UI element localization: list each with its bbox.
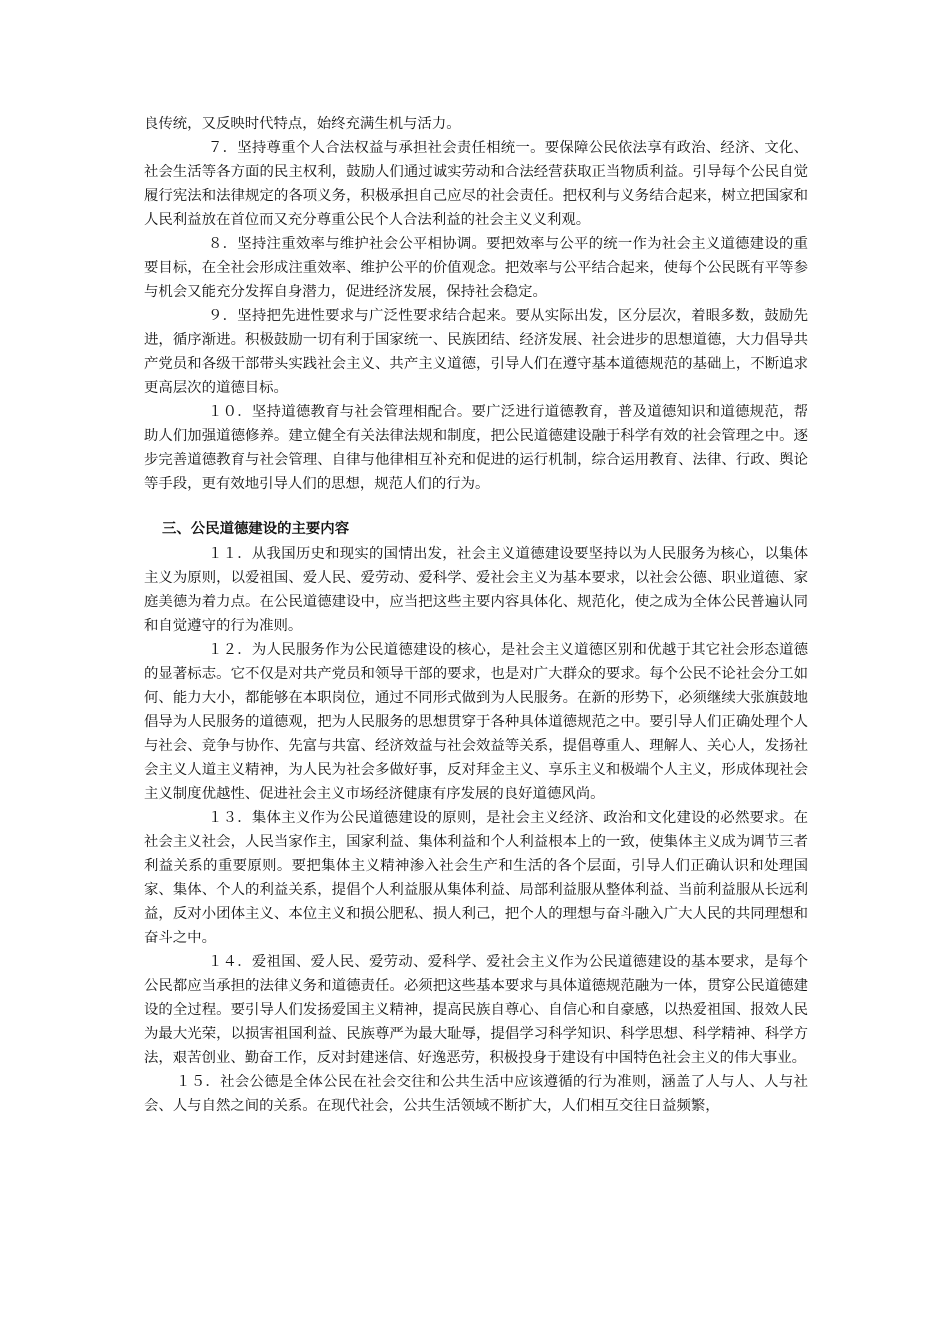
- paragraph-15: １５．社会公德是全体公民在社会交往和公共生活中应该遵循的行为准则，涵盖了人与人、人与社会、人与自然之间的关系。在现代社会，公共生活领域不断扩大，人们相互交往日益频繁，: [144, 1074, 808, 1114]
- paragraph-9: ９．坚持把先进性要求与广泛性要求结合起来。要从实际出发，区分层次，着眼多数，鼓励先进，循序渐进。积极鼓励一切有利于国家统一、民族团结、经济发展、社会进步的思想道德，大力倡导共产党员和各级干部带头实践社会主义、共产主义道德，引导人们在遵守基本道德规范的基础上，不断追求更高层次的道德目标。: [144, 308, 808, 396]
- paragraph-12: １２．为人民服务作为公民道德建设的核心，是社会主义道德区别和优越于其它社会形态道德的显著标志。它不仅是对共产党员和领导干部的要求，也是对广大群众的要求。每个公民不论社会分工如何、能力大小，都能够在本职岗位，通过不同形式做到为人民服务。在新的形势下，必须继续大张旗鼓地倡导为人民服务的道德观，把为人民服务的思想贯穿于各种具体道德规范之中。要引导人们正确处理个人与社会、竞争与协作、先富与共富、经济效益与社会效益等关系，提倡尊重人、理解人、关心人，发扬社会主义人道主义精神，为人民为社会多做好事，反对拜金主义、享乐主义和极端个人主义，形成体现社会主义制度优越性、促进社会主义市场经济健康有序发展的良好道德风尚。: [144, 642, 808, 802]
- section-heading-3: 三、公民道德建设的主要内容: [162, 521, 350, 537]
- paragraph-8: ８．坚持注重效率与维护社会公平相协调。要把效率与公平的统一作为社会主义道德建设的重要目标，在全社会形成注重效率、维护公平的价值观念。把效率与公平结合起来，使每个公民既有平等参与机会又能充分发挥自身潜力，促进经济发展，保持社会稳定。: [144, 236, 808, 300]
- paragraph-11: １１．从我国历史和现实的国情出发，社会主义道德建设要坚持以为人民服务为核心，以集体主义为原则，以爱祖国、爱人民、爱劳动、爱科学、爱社会主义为基本要求，以社会公德、职业道德、家庭美德为着力点。在公民道德建设中，应当把这些主要内容具体化、规范化，使之成为全体公民普遍认同和自觉遵守的行为准则。: [144, 546, 808, 634]
- paragraph-14: １４．爱祖国、爱人民、爱劳动、爱科学、爱社会主义作为公民道德建设的基本要求，是每个公民都应当承担的法律义务和道德责任。必须把这些基本要求与具体道德规范融为一体，贯穿公民道德建设的全过程。要引导人们发扬爱国主义精神，提高民族自尊心、自信心和自豪感，以热爱祖国、报效人民为最大光荣，以损害祖国利益、民族尊严为最大耻辱，提倡学习科学知识、科学思想、科学精神、科学方法，艰苦创业、勤奋工作，反对封建迷信、好逸恶劳，积极投身于建设有中国特色社会主义的伟大事业。: [144, 954, 808, 1066]
- document-page: [144, 112, 808, 1118]
- paragraph-10: １０．坚持道德教育与社会管理相配合。要广泛进行道德教育，普及道德知识和道德规范，帮助人们加强道德修养。建立健全有关法律法规和制度，把公民道德建设融于科学有效的社会管理之中。逐步完善道德教育与社会管理、自律与他律相互补充和促进的运行机制，综合运用教育、法律、行政、舆论等手段，更有效地引导人们的思想，规范人们的行为。: [144, 404, 808, 492]
- paragraph-13: １３．集体主义作为公民道德建设的原则，是社会主义经济、政治和文化建设的必然要求。在社会主义社会，人民当家作主，国家利益、集体利益和个人利益根本上的一致，使集体主义成为调节三者利益关系的重要原则。要把集体主义精神渗入社会生产和生活的各个层面，引导人们正确认识和处理国家、集体、个人的利益关系，提倡个人利益服从集体利益、局部利益服从整体利益、当前利益服从长远利益，反对小团体主义、本位主义和损公肥私、损人利己，把个人的理想与奋斗融入广大人民的共同理想和奋斗之中。: [144, 810, 808, 946]
- paragraph-7: ７．坚持尊重个人合法权益与承担社会责任相统一。要保障公民依法享有政治、经济、文化、社会生活等各方面的民主权利，鼓励人们通过诚实劳动和合法经营获取正当物质利益。引导每个公民自觉履行宪法和法律规定的各项义务，积极承担自己应尽的社会责任。把权利与义务结合起来，树立把国家和人民利益放在首位而又充分尊重公民个人合法利益的社会主义义利观。: [144, 140, 808, 228]
- paragraph-continuation: 良传统，又反映时代特点，始终充满生机与活力。: [144, 116, 461, 132]
